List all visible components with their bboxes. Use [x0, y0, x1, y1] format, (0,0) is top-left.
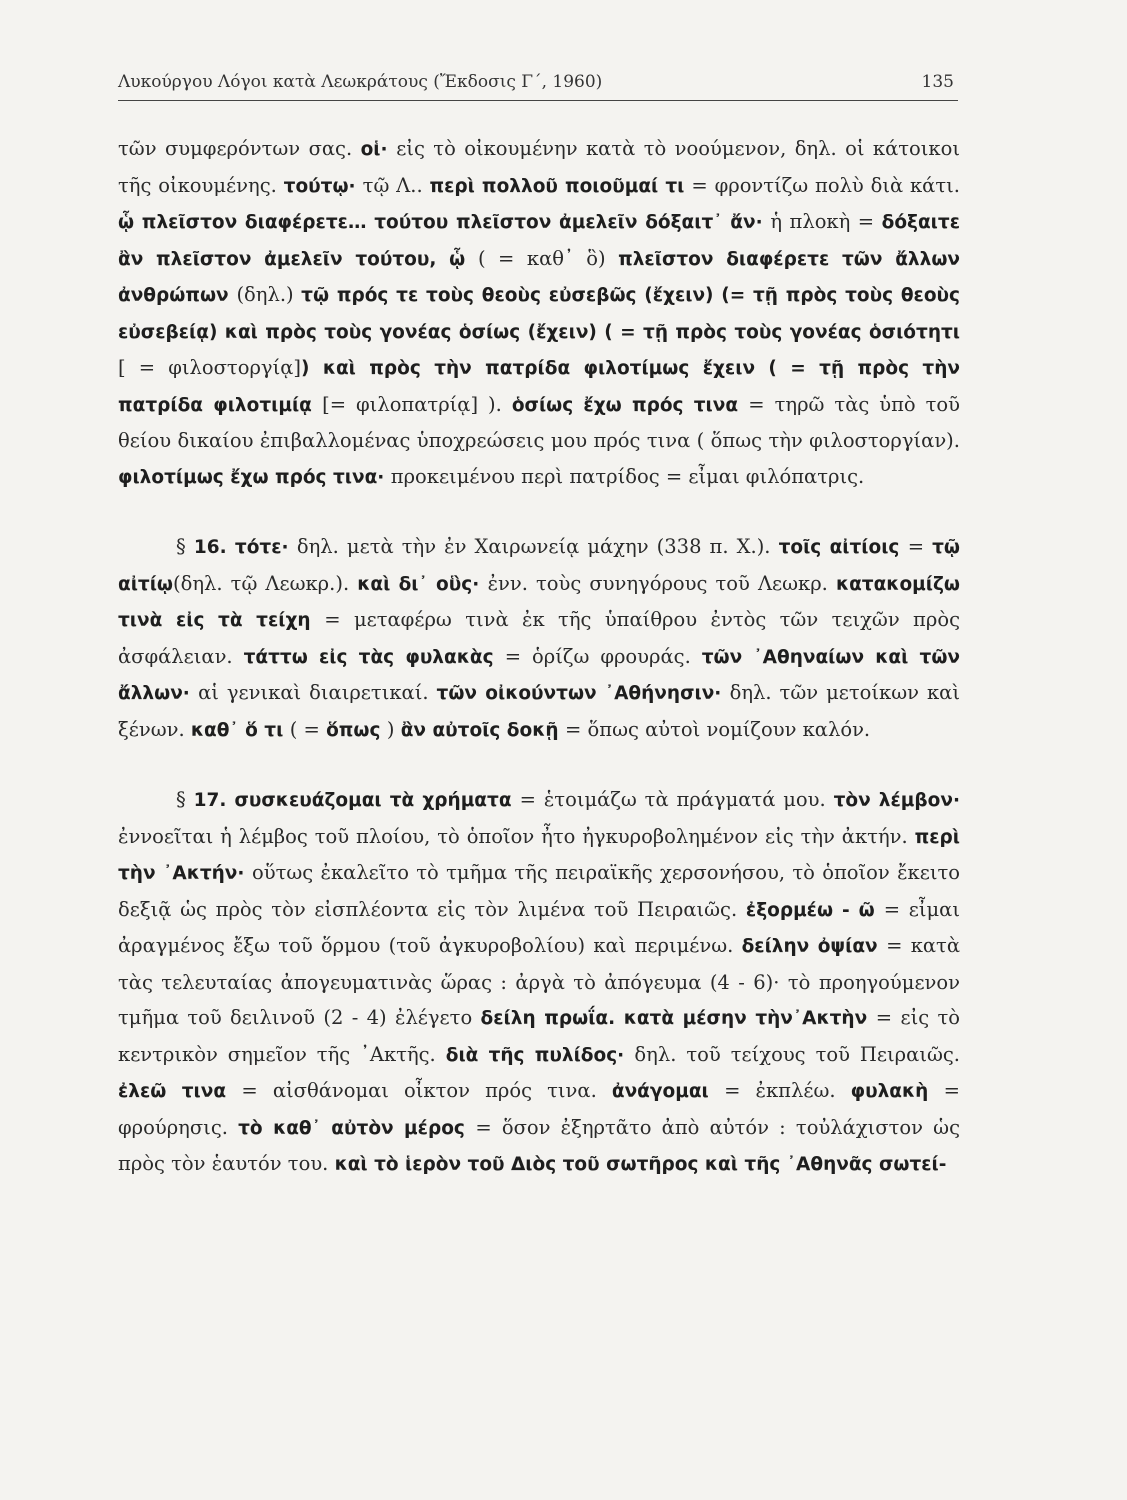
gloss-text: = εἰς τὸ κεντρικὸν σημεῖον τῆς ᾽Ακτῆς.: [118, 1006, 960, 1066]
lemma-term: τούτῳ·: [283, 175, 363, 197]
lemma-term: ἂν αὐτοῖς δοκῇ: [400, 719, 565, 741]
gloss-text: = αἰσθάνομαι οἶκτον πρός τινα.: [241, 1079, 612, 1102]
gloss-text: = κατὰ τὰς τελευταίας ἀπογευματινὰς ὥρας : ἀργὰ τὸ ἀπόγευμα (4 - 6)· τὸ προηγούμενον τμῆμα τοῦ δειλινοῦ (2 - 4) ἐλέγετο: [118, 934, 961, 1029]
gloss-text: [= φιλοπατρίᾳ] ).: [322, 392, 512, 416]
page-number: 135: [921, 72, 954, 92]
lemma-term: τοῖς αἰτίοις: [778, 537, 908, 558]
gloss-text: §: [176, 535, 194, 558]
gloss-text: = φροντίζω πολὺ διὰ κάτι.: [691, 173, 960, 197]
lemma-term: ἐλεῶ τινα: [118, 1081, 242, 1102]
gloss-text: = ἑτοιμάζω τὰ πράγματά μου.: [519, 788, 834, 811]
gloss-text: ): [386, 717, 401, 741]
gloss-text: δηλ. τῶν μετοίκων καὶ ξένων.: [118, 681, 960, 741]
gloss-text: = φρούρησις.: [118, 1079, 961, 1139]
gloss-text: (δηλ.): [236, 283, 302, 306]
gloss-text: τῶν συμφερόντων σας.: [118, 137, 361, 160]
lemma-term: καὶ τὸ ἱερὸν τοῦ Διὸς τοῦ σωτῆρος καὶ τῆς ᾽Αθηνᾶς σωτεί-: [334, 1154, 947, 1175]
lemma-term: 17. συσκευάζομαι τὰ χρήματα: [193, 790, 520, 811]
lemma-term: οἱ·: [360, 139, 397, 160]
lemma-term: ὁσίως ἔχω πρός τινα: [511, 394, 749, 416]
gloss-text: = ὁρίζω φρουράς.: [504, 644, 702, 668]
lemma-term: περὶ πολλοῦ ποιοῦμαί τι: [429, 175, 692, 197]
lemma-term: διὰ τῆς πυλίδος·: [445, 1044, 635, 1066]
lemma-term: καθ᾽ ὅ τι: [190, 719, 290, 741]
running-header: [118, 66, 958, 101]
lemma-term: φιλοτίμως ἔχω πρός τινα·: [118, 466, 391, 488]
gloss-text: ἡ πλοκὴ =: [770, 210, 882, 233]
lemma-term: δείλην ὀψίαν: [741, 936, 887, 957]
gloss-text: εἰς τὸ οἰκουμένην κατὰ τὸ νοούμενον, δηλ. οἱ κάτοικοι τῆς οἰκουμένης.: [118, 137, 960, 197]
lemma-term: τῷ πρός τε τοὺς θεοὺς εὐσεβῶς (ἔχειν) (= τῇ πρὸς τοὺς θεοὺς εὐσεβείᾳ) καὶ πρὸς τοὺς γονέας ὁσίως (ἔχειν) ( = τῇ πρὸς τοὺς γονέας ὁσιότητι: [118, 285, 960, 343]
lemma-term: φυλακὴ: [850, 1081, 944, 1102]
gloss-text: §: [176, 788, 194, 811]
gloss-text: ἐννοεῖται ἡ λέμβος τοῦ πλοίου, τὸ ὁποῖον ἦτο ἠγκυροβολημένον εἰς τὴν ἀκτήν.: [118, 824, 915, 848]
commentary-body: [118, 131, 960, 1183]
lemma-term: τῷ αἰτίῳ: [118, 537, 960, 595]
lemma-term: καὶ δι᾽ οὓς·: [357, 573, 488, 595]
gloss-text: οὕτως ἐκαλεῖτο τὸ τμῆμα τῆς πειραϊκῆς χερσονήσου, τὸ ὁποῖον ἔκειτο δεξιᾷ ὡς πρὸς τὸν εἰσπλέοντα εἰς τὸν λιμένα τοῦ Πειραιῶς.: [118, 861, 960, 921]
lemma-term: τῶν οἰκούντων ᾽Αθήνησιν·: [436, 683, 730, 704]
lemma-term: τὸ καθ᾽ αὐτὸν μέρος: [238, 1117, 476, 1139]
gloss-text: = μεταφέρω τινὰ ἐκ τῆς ὑπαίθρου ἐντὸς τῶν τειχῶν πρὸς ἀσφάλειαν.: [118, 608, 960, 668]
gloss-text: ἐνν. τοὺς συνηγόρους τοῦ Λεωκρ.: [487, 571, 836, 595]
lemma-term: ᾧ πλεῖστον διαφέρετε… τούτου πλεῖστον ἀμελεῖν δόξαιτ᾽ ἄν·: [118, 212, 771, 233]
gloss-text: τῷ Λ..: [362, 173, 430, 197]
paragraph-section-16: [118, 529, 960, 748]
header-title: Λυκούργου Λόγοι κατὰ Λεωκράτους (Ἔκδοσις Γ΄, 1960): [118, 72, 603, 92]
gloss-text: = ὅσον ἐξηρτᾶτο ἀπὸ αὐτόν : τοὐλάχιστον ὡς πρὸς τὸν ἑαυτόν του.: [118, 1115, 960, 1175]
paragraph-gap: [118, 495, 960, 529]
gloss-text: =: [907, 535, 933, 558]
lemma-term: τῶν ᾽Αθηναίων καὶ τῶν ἄλλων·: [118, 646, 961, 704]
gloss-text: προκειμένου περὶ πατρίδος = εἶμαι φιλόπατρις.: [390, 464, 865, 488]
gloss-text: δηλ. τοῦ τείχους τοῦ Πειραιῶς.: [634, 1042, 960, 1066]
lemma-term: ) καὶ πρὸς τὴν πατρίδα φιλοτίμως ἔχειν ( = τῇ πρὸς τὴν πατρίδα φιλοτιμίᾳ: [118, 358, 960, 416]
gloss-text: ( = καθ᾽ ὃ): [477, 246, 619, 270]
gloss-text: αἱ γενικαὶ διαιρετικαί.: [198, 681, 437, 704]
lemma-term: ἐξορμέω - ῶ: [745, 899, 884, 921]
gloss-text: = ἐκπλέω.: [724, 1079, 851, 1102]
gloss-text: = εἶμαι ἀραγμένος ἔξω τοῦ ὅρμου (τοῦ ἀγκυροβολίου) καὶ περιμένω.: [118, 897, 960, 957]
lemma-term: τὸν λέμβον·: [833, 790, 960, 811]
gloss-text: (δηλ. τῷ Λεωκρ.).: [173, 571, 358, 595]
lemma-term: κατακομίζω τινὰ εἰς τὰ τείχη: [118, 573, 960, 631]
gloss-text: = τηρῶ τὰς ὑπὸ τοῦ θείου δικαίου ἐπιβαλλομένας ὑποχρεώσεις μου πρός τινα ( ὅπως τὴν φιλοστοργίαν).: [118, 392, 961, 452]
gloss-text: [ = φιλοστοργίᾳ]: [118, 356, 301, 379]
gloss-text: δηλ. μετὰ τὴν ἐν Χαιρωνείᾳ μάχην (338 π. Χ.).: [296, 535, 779, 558]
lemma-term: ὅπως: [326, 719, 387, 741]
gloss-text: = ὅπως αὐτοὶ νομίζουν καλόν.: [564, 717, 871, 741]
lemma-term: δείλη πρωΐα. κατὰ μέσην τὴν᾽Ακτὴν: [480, 1008, 876, 1029]
lemma-term: ἀνάγομαι: [611, 1081, 725, 1102]
lemma-term: 16. τότε·: [193, 537, 297, 558]
paragraph-gap: [118, 748, 960, 782]
paragraph-section-17: [118, 782, 960, 1183]
lemma-term: πλεῖστον διαφέρετε τῶν ἄλλων ἀνθρώπων: [118, 248, 961, 306]
lemma-term: τάττω εἰς τὰς φυλακὰς: [243, 646, 505, 668]
lemma-term: δόξαιτε ἂν πλεῖστον ἀμελεῖν τούτου, ᾧ: [118, 212, 960, 270]
paragraph-1: [118, 131, 960, 495]
gloss-text: ( =: [289, 717, 327, 741]
lemma-term: περὶ τὴν ᾽Ακτήν·: [118, 826, 960, 884]
